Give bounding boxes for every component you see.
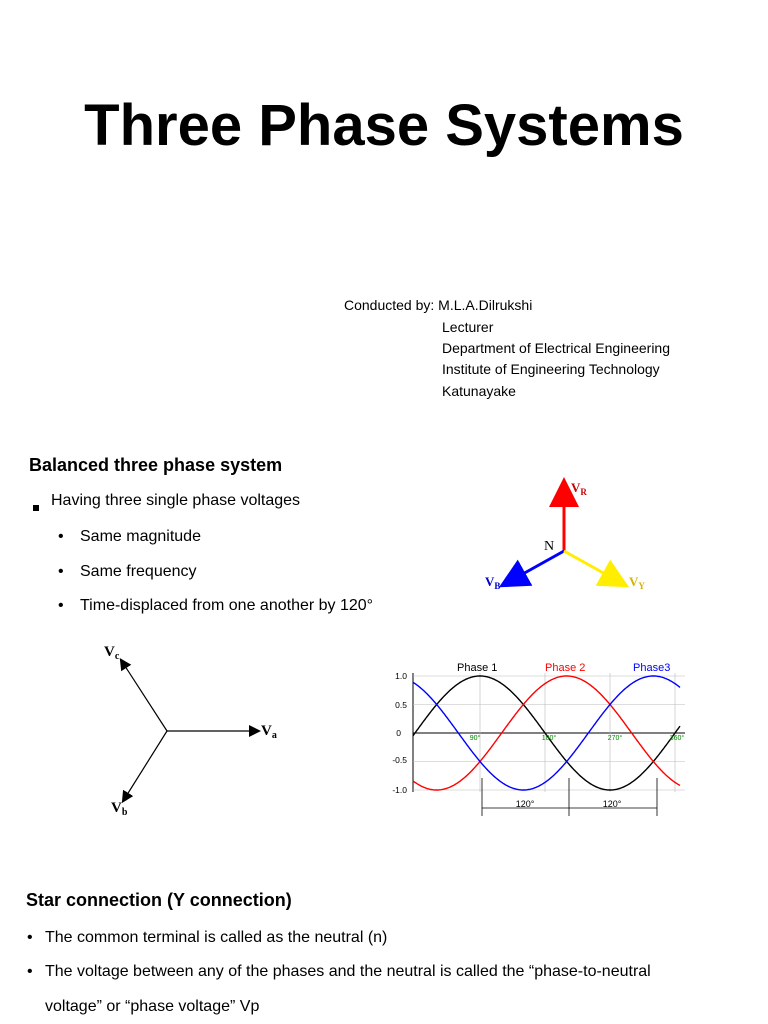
legend-phase-2: Phase 2 (545, 662, 586, 674)
spacing-label: 120° (602, 799, 622, 809)
sub-bullet-text: Same frequency (80, 563, 197, 580)
waveform-plot (375, 658, 705, 823)
credit-line: Institute of Engineering Technology (442, 361, 660, 377)
legend-phase-1: Phase 1 (457, 662, 498, 674)
legend-phase-3: Phase3 (633, 662, 671, 674)
section-heading-star: Star connection (Y connection) (26, 890, 292, 910)
sub-bullet-text: Time-displaced from one another by 120° (80, 597, 374, 614)
dot-bullet-icon: • (27, 963, 33, 980)
abc-phasor-diagram (95, 640, 295, 825)
sub-bullet-text: Same magnitude (80, 528, 201, 545)
dot-bullet-icon: • (27, 929, 33, 946)
page-title: Three Phase Systems (84, 93, 684, 158)
vc-label: $V_c$ (104, 644, 120, 662)
vr-label: $V_R$ (571, 480, 587, 497)
vy-phasor (564, 551, 616, 580)
angle-label: 360° (669, 735, 685, 742)
y-tick: 1.0 (395, 671, 407, 681)
star-bullet-text-cont: voltage” or “phase voltage” Vp (45, 998, 260, 1015)
y-tick: 0 (396, 728, 401, 738)
vb-phasor (512, 551, 564, 580)
dot-bullet-icon: • (58, 597, 64, 614)
credit-line: Department of Electrical Engineering (442, 340, 671, 356)
dot-bullet-icon: • (58, 563, 64, 580)
angle-label: 180° (541, 735, 557, 742)
vb-label: $V_b$ (111, 800, 128, 818)
star-bullet-text: The common terminal is called as the neutral (n) (45, 929, 388, 946)
y-tick: -0.5 (392, 755, 407, 765)
angle-label: 270° (607, 735, 623, 742)
dot-bullet-icon: • (58, 528, 64, 545)
vc-phasor (123, 663, 167, 731)
waveform-grid (413, 673, 685, 816)
credit-line: Katunayake (442, 383, 516, 399)
va-label: $V_a$ (261, 723, 277, 741)
main-bullet-text: Having three single phase voltages (51, 492, 301, 509)
section-heading-balanced: Balanced three phase system (29, 455, 283, 475)
credit-line: Lecturer (442, 319, 494, 335)
vy-label: $V_Y$ (629, 574, 645, 591)
spacing-label: 120° (515, 799, 535, 809)
credit-author: Conducted by: M.L.A.Dilrukshi (344, 297, 533, 313)
y-tick: -1.0 (392, 785, 407, 795)
vb-phasor (125, 731, 167, 798)
ryb-phasor-diagram (470, 470, 670, 600)
star-bullet-text: The voltage between any of the phases and the neutral is called the “phase-to-neutral (45, 963, 651, 980)
angle-label: 90° (469, 735, 481, 742)
vb-label: $V_B$ (485, 574, 501, 591)
square-bullet-icon (33, 498, 39, 516)
y-tick: 0.5 (395, 700, 407, 710)
neutral-label: N (544, 539, 555, 554)
